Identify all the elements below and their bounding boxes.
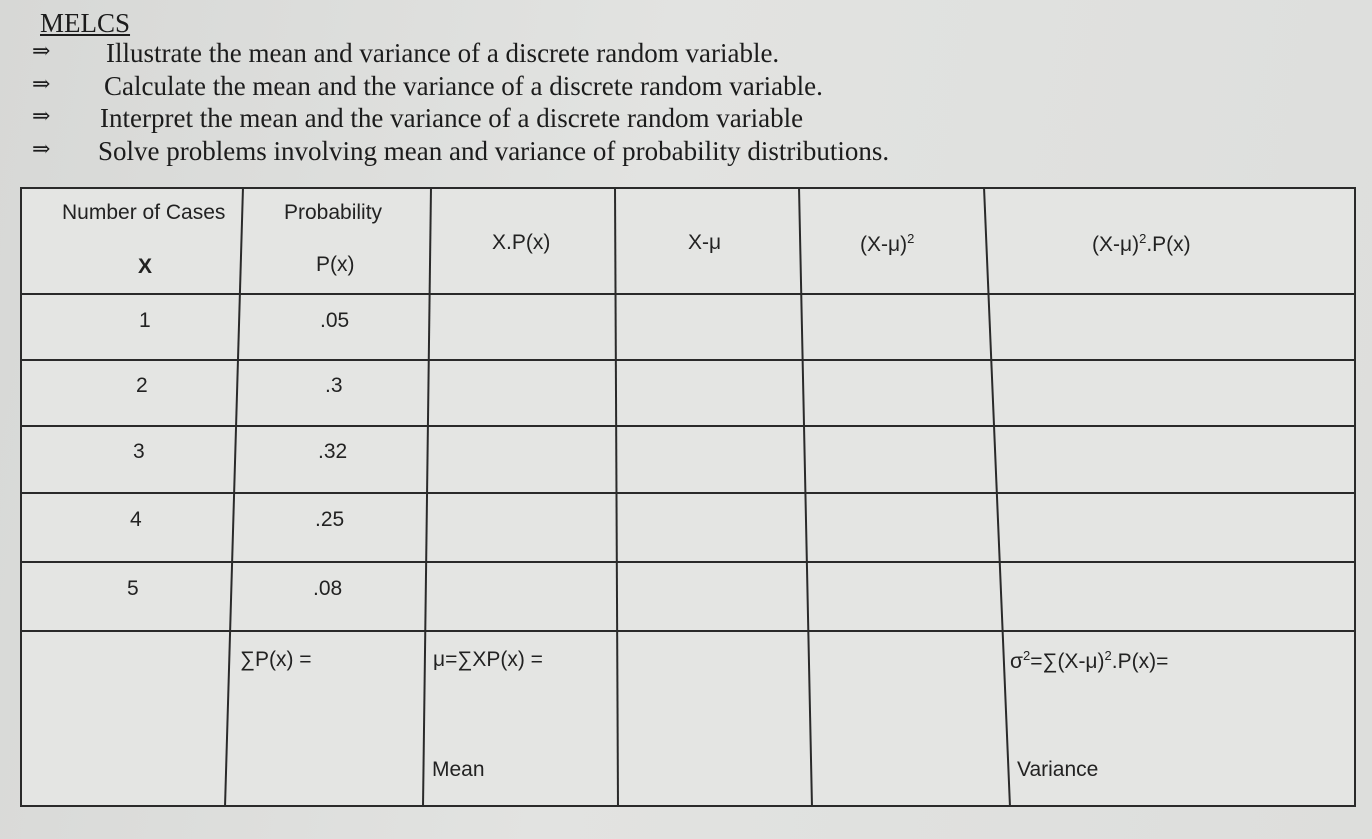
cell-x: 4 [130,508,142,531]
probability-table [20,187,1356,807]
header-x: X [138,255,153,278]
objective-item [0,71,1300,105]
page-heading: MELCS [40,8,131,38]
arrow-icon: ⇒ [32,103,51,128]
objective-text: Calculate the mean and the variance of a discrete random variable. [104,71,823,101]
cell-p: .32 [318,440,348,463]
table-grid [20,187,1356,807]
cell-x: 2 [136,374,148,397]
arrow-icon: ⇒ [32,38,51,63]
cell-p: .08 [313,577,343,600]
objective-item [0,38,1300,72]
variance-formula: $\sigma^2=\sum(X-\mu)^2.P(x)=$ [1010,648,1169,673]
sum-p-label: ∑P(x) = [240,648,312,671]
header-number-of-cases: Number of Cases [62,201,226,224]
cell-x: 5 [127,577,139,600]
header-probability: Probability [284,201,383,224]
header-xpx: X.P(x) [492,231,551,254]
mu-formula: μ=∑XP(x) = [433,648,543,671]
objective-item [0,103,1300,137]
cell-p: .3 [325,374,343,397]
cell-p: .05 [320,309,350,332]
objective-text: Solve problems involving mean and variance of probability distributions. [98,136,890,166]
header-x-minus-mu-squared: $(X-\mu)^2$ [860,231,915,256]
variance-label: Variance [1017,758,1099,781]
cell-x: 3 [133,440,145,463]
arrow-icon: ⇒ [32,71,51,96]
cell-x: 1 [139,309,151,332]
mean-label: Mean [432,758,485,781]
header-x-minus-mu: X-μ [688,231,722,254]
cell-p: .25 [315,508,345,531]
arrow-icon: ⇒ [32,136,51,161]
objective-text: Illustrate the mean and variance of a discrete random variable. [106,38,780,68]
header-px: P(x) [316,253,355,276]
header-squared-times-p: $(X-\mu)^2.P(x)$ [1092,231,1191,256]
objective-text: Interpret the mean and the variance of a discrete random variable [100,103,804,133]
objective-item [0,136,1300,170]
